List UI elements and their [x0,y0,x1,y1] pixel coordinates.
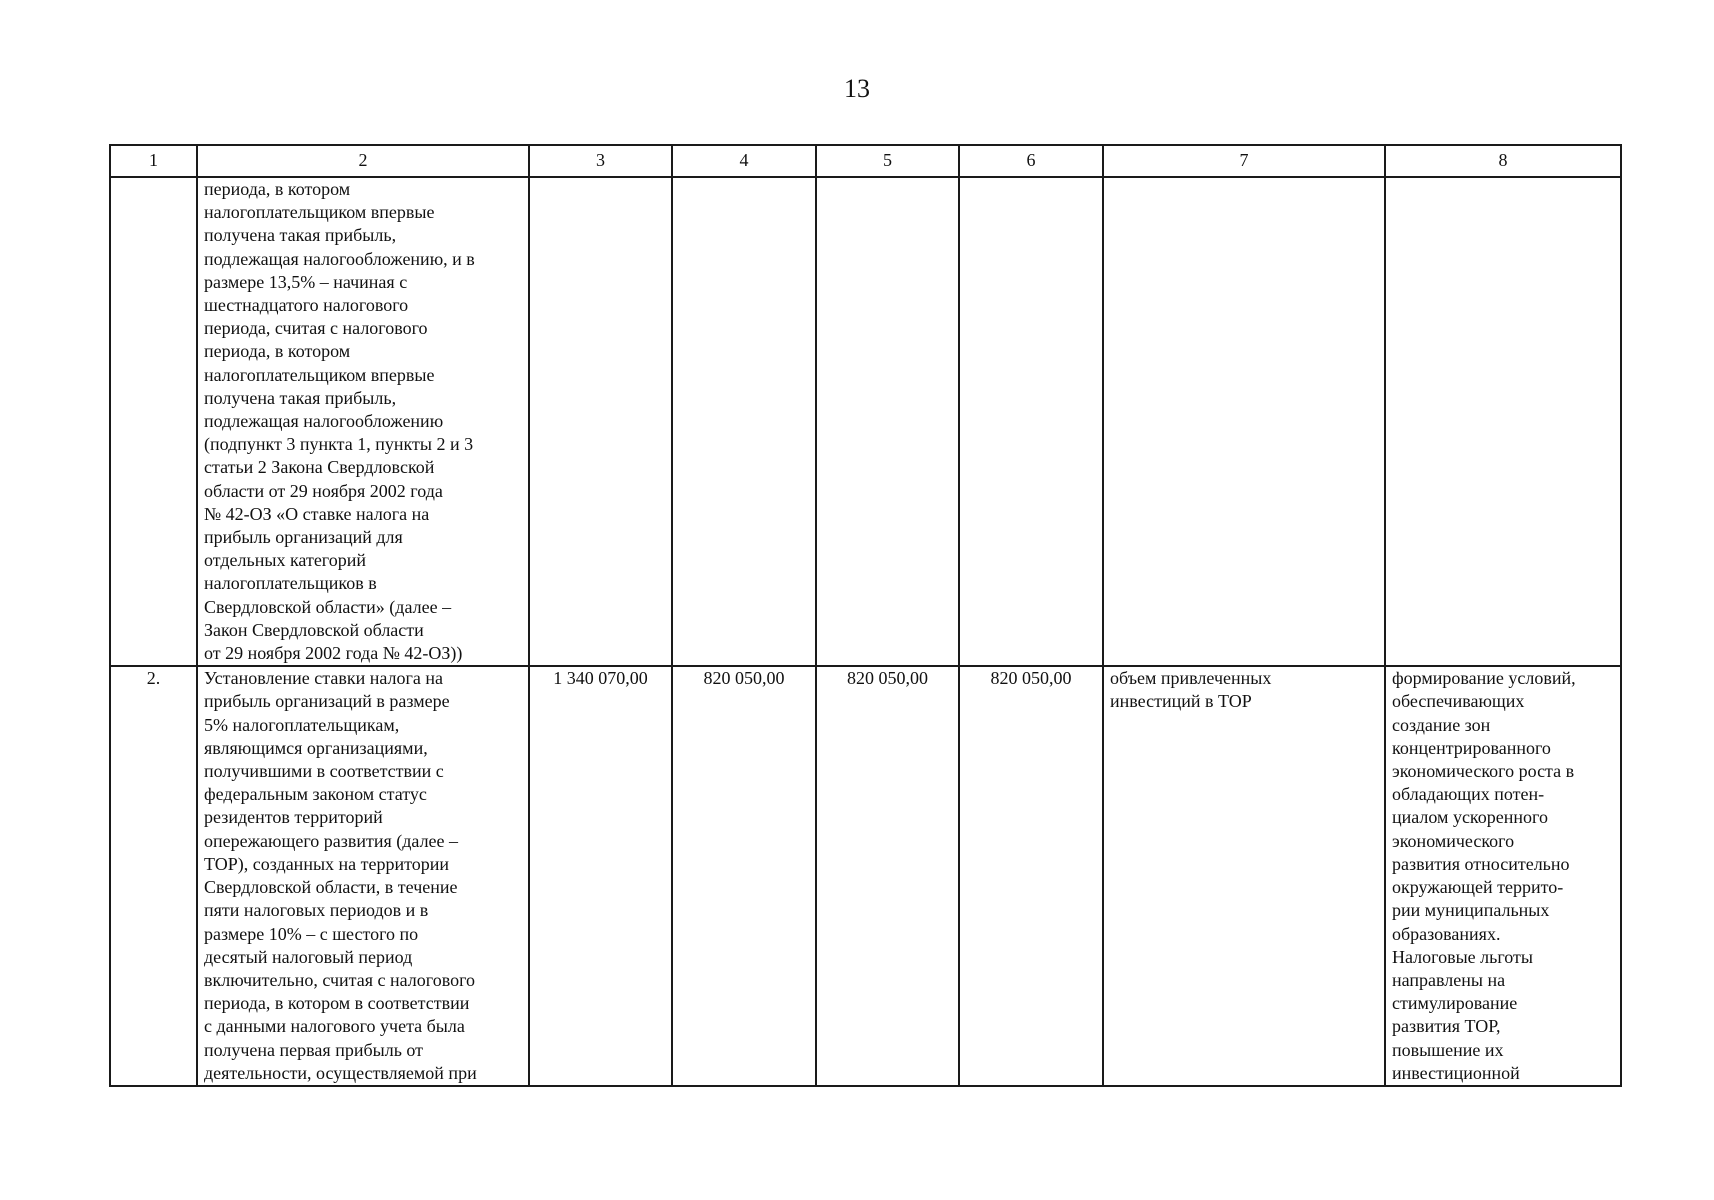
benefit-description-cell: периода, в котором налогоплательщиком впервые получена такая прибыль, подлежащая налогообложению, и в размере 13,5% – начиная с шестнадцатого налогового периода, считая с налогового периода, в котором налогоплательщиком впервые получена такая прибыль, подлежащая налогообложению (подпункт 3 пункта 1, пункты 2 и 3 статьи 2 Закона Свердловской области от 29 ноября 2002 года № 42-ОЗ «О ставке налога на прибыль организаций для отдельных категорий налогоплательщиков в Свердловской области» (далее – Закон Свердловской области от 29 ноября 2002 года № 42-ОЗ)) [197,177,529,666]
header-col-5: 5 [816,145,959,177]
indicator-cell [1103,177,1385,666]
header-col-7: 7 [1103,145,1385,177]
value-cell-col4: 820 050,00 [672,666,816,1086]
header-col-2: 2 [197,145,529,177]
goal-cell: формирование условий, обеспечивающих создание зон концентрированного экономического роста в обладающих потен- циалом ускоренного экономического развития относительно окружающей террито- рии муниципальных образованиях. Налоговые льготы направлены на стимулирование развития ТОР, повышение их инвестиционной [1385,666,1621,1086]
header-col-1: 1 [110,145,197,177]
value-cell-col5: 820 050,00 [816,666,959,1086]
page-number: 13 [844,74,870,103]
goal-cell [1385,177,1621,666]
header-col-8: 8 [1385,145,1621,177]
benefits-table [109,144,1622,1087]
header-col-3: 3 [529,145,672,177]
value-cell-col3 [529,177,672,666]
value-cell-col4 [672,177,816,666]
header-col-6: 6 [959,145,1103,177]
row-number-cell: 2. [110,666,197,1086]
value-cell-col6 [959,177,1103,666]
value-cell-col6: 820 050,00 [959,666,1103,1086]
indicator-cell: объем привлеченных инвестиций в ТОР [1103,666,1385,1086]
header-col-4: 4 [672,145,816,177]
table-row [110,177,1621,666]
table-row [110,666,1621,1086]
value-cell-col5 [816,177,959,666]
value-cell-col3: 1 340 070,00 [529,666,672,1086]
benefit-description-cell: Установление ставки налога на прибыль организаций в размере 5% налогоплательщикам, являющимся организациями, получившими в соответствии с федеральным законом статус резидентов территорий опережающего развития (далее – ТОР), созданных на территории Свердловской области, в течение пяти налоговых периодов и в размере 10% – с шестого по десятый налоговый период включительно, считая с налогового периода, в котором в соответствии с данными налогового учета была получена первая прибыль от деятельности, осуществляемой при [197,666,529,1086]
row-number-cell [110,177,197,666]
table-header-row [110,145,1621,177]
